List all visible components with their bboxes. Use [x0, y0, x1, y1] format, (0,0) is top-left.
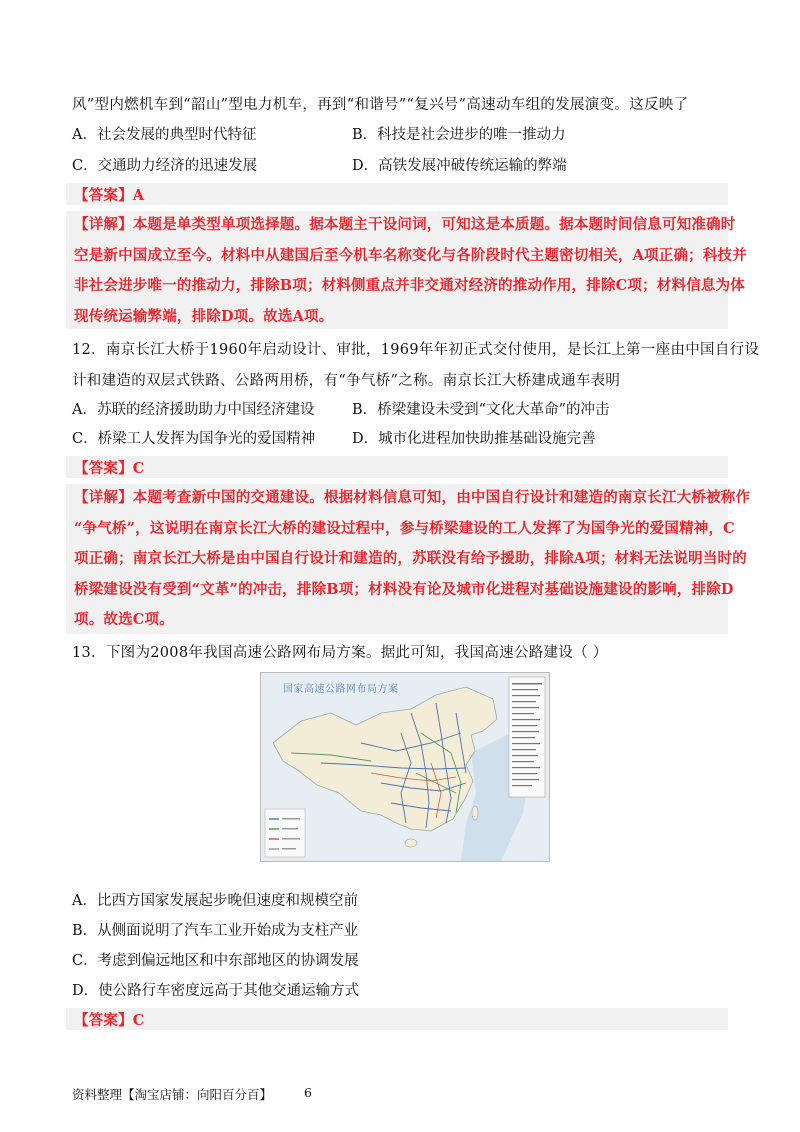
q11-detail-line: 现传统运输弊端，排除D项。故选A项。	[74, 308, 334, 325]
q12-answer: 【答案】C	[74, 460, 145, 477]
q12-option-a: A．苏联的经济援助助力中国经济建设	[72, 402, 315, 418]
q11-detail-line: 空是新中国成立至今。材料中从建国后至今机车名称变化与各阶段时代主题密切相关，A项正确；科技并	[74, 247, 747, 264]
q12-answer-block	[66, 456, 728, 478]
q12-stem-line: 12．南京长江大桥于1960年启动设计、审批，1969年年初正式交付使用，是长江上第一座由中国自行设	[72, 342, 760, 358]
china-expressway-map	[261, 673, 549, 861]
q11-option-d: D．高铁发展冲破传统运输的弊端	[352, 158, 567, 174]
q11-detail-block	[66, 211, 747, 329]
q13-option-b: B．从侧面说明了汽车工业开始成为支柱产业	[72, 923, 359, 939]
q13-option-d: D．使公路行车密度远高于其他交通运输方式	[72, 983, 360, 999]
footer-source: 资料整理【淘宝店铺：向阳百分百】	[72, 1087, 273, 1102]
q11-answer-block	[66, 183, 728, 205]
q12-option-b: B．桥梁建设未受到“文化大革命”的冲击	[352, 402, 610, 418]
q11-answer: 【答案】A	[74, 187, 145, 204]
q12-detail-line: “争气桥”，这说明在南京长江大桥的建设过程中，参与桥梁建设的工人发挥了为国争光的爱国精神，C	[74, 520, 735, 537]
q13-answer: 【答案】C	[74, 1012, 145, 1029]
map-title: 国家高速公路网布局方案	[283, 684, 399, 695]
q11-option-c: C．交通助力经济的迅速发展	[72, 158, 258, 174]
q12-detail-line: 桥梁建设没有受到“文革”的冲击，排除B项；材料没有论及城市化进程对基础设施建设的影响，排除D	[74, 581, 734, 598]
q11-detail-line: 非社会进步唯一的推动力，排除B项；材料侧重点并非交通对经济的推动作用，排除C项；材料信息为体	[74, 277, 745, 294]
q11-stem: 风”型内燃机车到“韶山”型电力机车，再到“和谐号”“复兴号”高速动车组的发展演变。这反映了	[72, 97, 689, 113]
q13-answer-block	[66, 1008, 728, 1030]
page-number: 6	[304, 1085, 312, 1100]
q12-option-c: C．桥梁工人发挥为国争光的爱国精神	[72, 431, 316, 447]
q13-option-a: A．比西方国家发展起步晚但速度和规模空前	[72, 893, 358, 909]
q13-stem: 13．下图为2008年我国高速公路网布局方案。据此可知，我国高速公路建设（ ）	[72, 645, 608, 661]
q12-detail-line: 项正确；南京长江大桥是由中国自行设计和建造的，苏联没有给予援助，排除A项；材料无法说明当时的	[74, 550, 747, 567]
q12-detail-block	[66, 484, 751, 634]
q11-detail-line: 【详解】本题是单类型单项选择题。据本题主干设问词，可知这是本质题。据本题时间信息可知准确时	[74, 216, 736, 233]
q11-option-a: A．社会发展的典型时代特征	[72, 127, 257, 143]
q12-detail-line: 项。故选C项。	[74, 611, 174, 628]
q11-option-b: B．科技是社会进步的唯一推动力	[352, 127, 566, 143]
q13-option-c: C．考虑到偏远地区和中东部地区的协调发展	[72, 953, 359, 969]
q12-stem-line: 计和建造的双层式铁路、公路两用桥，有“争气桥”之称。南京长江大桥建成通车表明	[72, 373, 621, 389]
q12-detail-line: 【详解】本题考查新中国的交通建设。根据材料信息可知，由中国自行设计和建造的南京长江大桥被称作	[74, 489, 751, 506]
q12-option-d: D．城市化进程加快助推基础设施完善	[352, 431, 596, 447]
expressway-map-image	[260, 672, 550, 862]
